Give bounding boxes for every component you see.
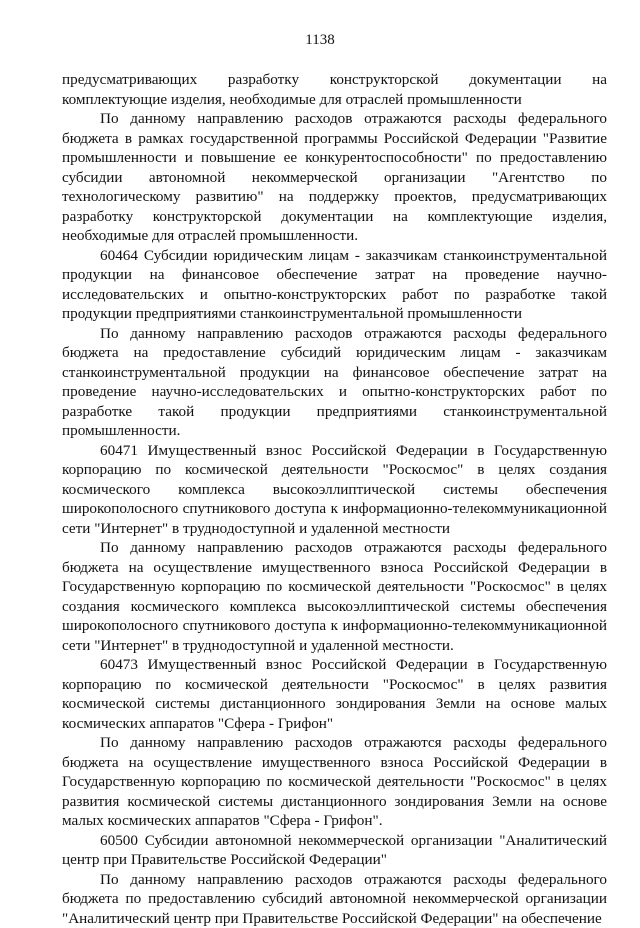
document-body — [62, 70, 607, 928]
paragraph-description: По данному направлению расходов отражаются расходы федерального бюджета на осуществление имущественного взноса Российской Федерации в Государственную корпорацию по космической деятельности "Роскосмос" в целях создания космического комплекса высокоэллиптической системы обеспечения широкополосного спутникового доступа к информационно-телекоммуникационной сети "Интернет" в труднодоступной и удаленной местности. — [62, 538, 607, 655]
paragraph-description: По данному направлению расходов отражаются расходы федерального бюджета в рамках государственной программы Российской Федерации "Развитие промышленности и повышение ее конкурентоспособности" по предоставлению субсидии автономной некоммерческой организации "Агентство по технологическому развитию" на поддержку проектов, предусматривающих разработку конструкторской документации на комплектующие изделия, необходимые для отраслей промышленности. — [62, 109, 607, 246]
paragraph-code-heading: 60464 Субсидии юридическим лицам - заказчикам станкоинструментальной продукции на финансовое обеспечение затрат на проведение научно-исследовательских и опытно-конструкторских работ по разработке такой продукции предприятиями станкоинструментальной промышленности — [62, 246, 607, 324]
paragraph-description: По данному направлению расходов отражаются расходы федерального бюджета на предоставление субсидий юридическим лицам - заказчикам станкоинструментальной продукции на финансовое обеспечение затрат на проведение научно-исследовательских и опытно-конструкторских работ по разработке такой продукции предприятиями станкоинструментальной промышленности. — [62, 324, 607, 441]
page-number: 1138 — [0, 32, 640, 49]
paragraph-code-heading: 60500 Субсидии автономной некоммерческой организации "Аналитический центр при Правительстве Российской Федерации" — [62, 831, 607, 870]
paragraph-continuation: предусматривающих разработку конструкторской документации на комплектующие изделия, необходимые для отраслей промышленности — [62, 70, 607, 109]
paragraph-code-heading: 60473 Имущественный взнос Российской Федерации в Государственную корпорацию по космической деятельности "Роскосмос" в целях развития космической системы дистанционного зондирования Земли на основе малых космических аппаратов "Сфера - Грифон" — [62, 655, 607, 733]
paragraph-description: По данному направлению расходов отражаются расходы федерального бюджета по предоставлению субсидий автономной некоммерческой организации "Аналитический центр при Правительстве Российской Федерации" на обеспечение — [62, 870, 607, 928]
paragraph-code-heading: 60471 Имущественный взнос Российской Федерации в Государственную корпорацию по космической деятельности "Роскосмос" в целях создания космического комплекса высокоэллиптической системы обеспечения широкополосного спутникового доступа к информационно-телекоммуникационной сети "Интернет" в труднодоступной и удаленной местности — [62, 441, 607, 539]
paragraph-description: По данному направлению расходов отражаются расходы федерального бюджета на осуществление имущественного взноса Российской Федерации в Государственную корпорацию по космической деятельности "Роскосмос" в целях развития космической системы дистанционного зондирования Земли на основе малых космических аппаратов "Сфера - Грифон". — [62, 733, 607, 831]
